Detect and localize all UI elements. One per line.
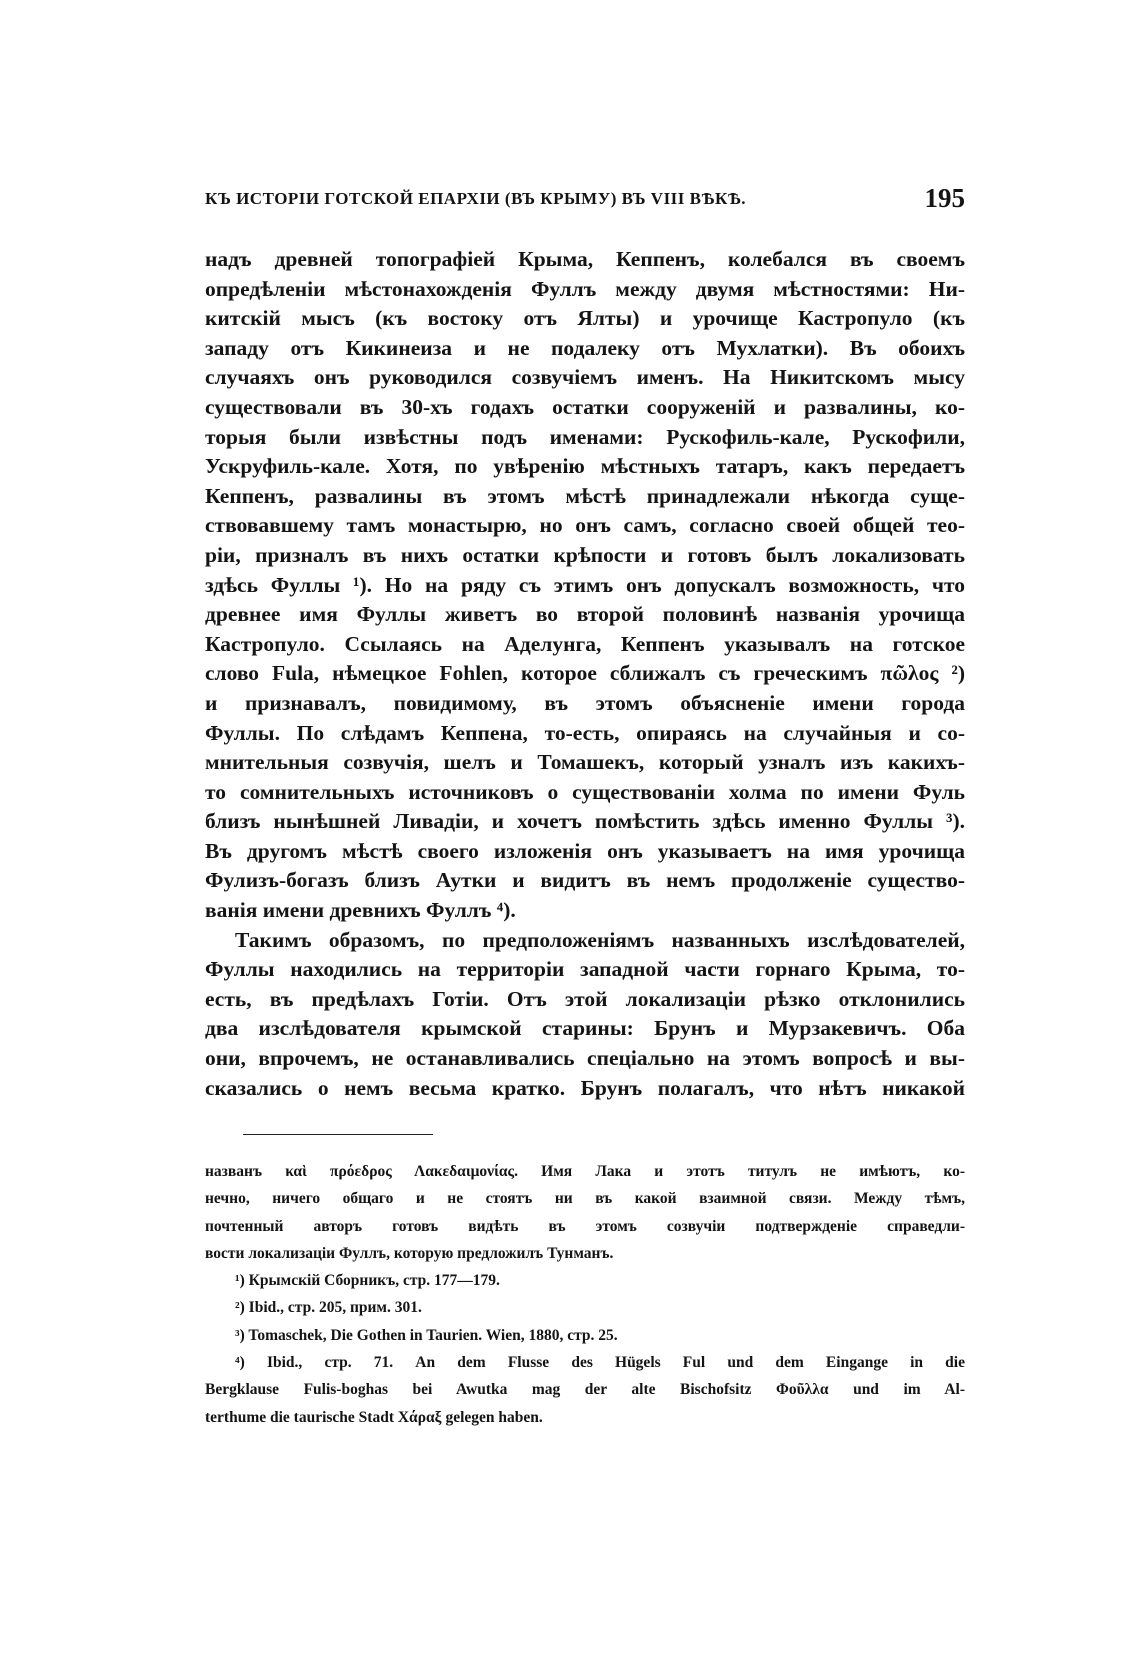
body-line: слово Fula, нѣмецкое Fohlen, которое сближалъ съ греческимъ πῶλος ²) [205, 661, 965, 686]
body-line: есть, въ предѣлахъ Готіи. Отъ этой локализаціи рѣзко отклонились [205, 986, 965, 1011]
body-line: Фуллы. По слѣдамъ Кеппена, то-есть, опираясь на случайныя и со- [205, 720, 965, 745]
body-line: западу отъ Кикинеиза и не подалеку отъ Мухлатки). Въ обоихъ [205, 335, 965, 360]
page-number: 195 [924, 183, 965, 213]
body-line: близъ нынѣшней Ливадіи, и хочетъ помѣстить здѣсь именно Фуллы ³). [205, 809, 965, 834]
body-line: Кастропуло. Ссылаясь на Аделунга, Кеппенъ указывалъ на готское [205, 631, 965, 656]
body-line: Фулизъ-богазъ близъ Аутки и видитъ въ немъ продолженіе существо- [205, 868, 965, 893]
footnote-line: почтенный авторъ готовъ видѣть въ этомъ созвучіи подтвержденіе справедли- [205, 1217, 965, 1235]
footnote-line: вости локализаціи Фуллъ, которую предложилъ Тунманъ. [205, 1244, 614, 1262]
footnote-divider [243, 1134, 433, 1135]
body-line: здѣсь Фуллы ¹). Но на ряду съ этимъ онъ допускалъ возможность, что [205, 572, 965, 597]
body-line: ріи, призналъ въ нихъ остатки крѣпости и готовъ былъ локализовать [205, 542, 965, 567]
body-line: и признавалъ, повидимому, въ этомъ объясненіе имени города [205, 690, 965, 715]
body-line: Фуллы находились на территоріи западной части горнаго Крыма, то- [205, 957, 965, 982]
body-line: они, впрочемъ, не останавливались спеціально на этомъ вопросѣ и вы- [205, 1046, 965, 1071]
footnote-line: Bergklause Fulis-boghas bei Awutka mag der alte Bischofsitz Φοῦλλα und im Al- [205, 1381, 965, 1399]
body-line: ванія имени древнихъ Фуллъ ⁴). [205, 898, 516, 923]
body-line: древнее имя Фуллы живетъ во второй половинѣ названія урочища [205, 602, 965, 627]
footnote-item: ¹) Крымскій Сборникъ, стр. 177—179. [235, 1272, 500, 1290]
body-line: Ускруфиль-кале. Хотя, по увѣренію мѣстныхъ татаръ, какъ передаетъ [205, 454, 965, 479]
body-line: то сомнительныхъ источниковъ о существованіи холма по имени Фуль [205, 779, 965, 804]
body-line: китскій мысъ (къ востоку отъ Ялты) и урочище Кастропуло (къ [205, 306, 965, 331]
footnote-item: ²) Ibid., стр. 205, прим. 301. [235, 1299, 422, 1317]
body-line: сказались о немъ весьма кратко. Брунъ полагалъ, что нѣтъ никакой [205, 1075, 965, 1100]
footnote-line: нечно, ничего общаго и не стоятъ ни въ какой взаимной связи. Между тѣмъ, [205, 1190, 965, 1208]
main-text [205, 245, 965, 1103]
body-line: мнительныя созвучія, шелъ и Томашекъ, который узналъ изъ какихъ- [205, 750, 965, 775]
body-line: случаяхъ онъ руководился созвучіемъ именъ. На Никитскомъ мысу [205, 365, 965, 390]
body-line: ствовавшему тамъ монастырю, но онъ самъ, согласно своей общей тео- [205, 513, 965, 538]
body-line: Въ другомъ мѣстѣ своего изложенія онъ указываетъ на имя урочища [205, 838, 965, 863]
running-title: КЪ ИСТОРІИ ГОТСКОЙ ЕПАРХІИ (ВЪ КРЫМУ) ВЪ VIII ВѢКѢ. [205, 189, 747, 208]
body-line: Такимъ образомъ, по предположеніямъ названныхъ изслѣдователей, [235, 927, 965, 952]
footnote-line: названъ καὶ πρόεδρος Λακεδαιμονίας. Имя Лака и этотъ титулъ не имѣютъ, ко- [205, 1163, 965, 1180]
footnote-item: ⁴) Ibid., стр. 71. An dem Flusse des Hügels Ful und dem Eingange in die [235, 1354, 965, 1372]
body-line: опредѣленіи мѣстонахожденія Фуллъ между двумя мѣстностями: Ни- [205, 276, 965, 301]
footnote-line: terthume die taurische Stadt Χάραξ gelegen haben. [205, 1408, 543, 1426]
body-line: торыя были извѣстны подъ именами: Рускофиль-кале, Рускофили, [205, 424, 965, 449]
running-head [205, 183, 965, 213]
footnote-item: ³) Tomaschek, Die Gothen in Taurien. Wien, 1880, стр. 25. [235, 1326, 618, 1344]
body-line: Кеппенъ, развалины въ этомъ мѣстѣ принадлежали нѣкогда суще- [205, 483, 965, 508]
body-line: два изслѣдователя крымской старины: Брунъ и Мурзакевичъ. Оба [205, 1016, 965, 1041]
body-line: существовали въ 30-хъ годахъ остатки сооруженій и развалины, ко- [205, 394, 965, 419]
footnotes [205, 1158, 965, 1431]
body-line: надъ древней топографіей Крыма, Кеппенъ, колебался въ своемъ [205, 247, 965, 271]
